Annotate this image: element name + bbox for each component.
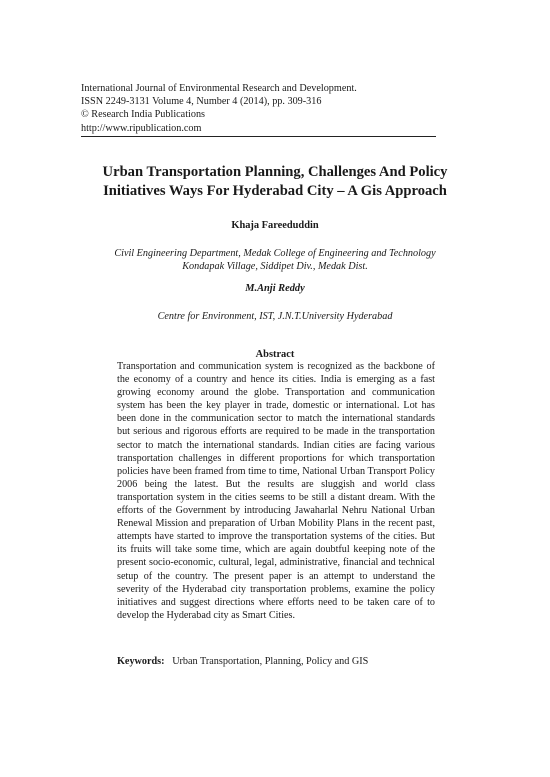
issn-line: ISSN 2249-3131 Volume 4, Number 4 (2014), pp. 309-316	[81, 96, 322, 108]
journal-header	[81, 82, 436, 135]
keywords-text: Urban Transportation, Planning, Policy and GIS	[172, 656, 369, 667]
keywords-line	[117, 656, 447, 667]
journal-name: International Journal of Environmental Research and Development.	[81, 83, 357, 94]
header-divider	[81, 136, 436, 137]
abstract-heading: Abstract	[255, 349, 295, 360]
publisher-url[interactable]: http://www.ripublication.com	[81, 122, 202, 134]
author-name-1: Khaja Fareeduddin	[231, 220, 319, 231]
abstract-text: Transportation and communication system is recognized as the backbone of the economy of a country and hence its cities. India is emerging as a fast growing economy around the globe. Transportation and communication system has been the key player in trade, domestic or international. Lot has been done in the communication sector to match the international standards but serious and rigorous efforts are required to be made in the transportation sector to match the international standards. Indian cities are facing various transportation challenges in different proportions for which transportation policies have been framed from time to time, National Urban Transport Policy 2006 being the latest. But the results are sluggish and world class transportation system in the cities seems to be still a distant dream. With the efforts of the Government by introducing Jawaharlal Nehru National Urban Renewal Mission and preparation of Urban Mobility Plans in the recent past, attempts have started to improve the transportation systems of the cities. But its fruits will take some time, which are again doubtful keeping note of the present socio-economic, cultural, legal, administrative, financial and technical setup of the country. The present paper is an attempt to understand the severity of the Hyderabad city transportation problems, examine the policy initiatives and suggest directions where efforts need to be taken care of to develop the Hyderabad city as Smart Cities.	[117, 361, 435, 621]
paper-title	[70, 163, 480, 201]
affiliation-1-line-1: Civil Engineering Department, Medak College of Engineering and Technology	[114, 248, 436, 259]
author-affiliation-1	[70, 247, 480, 273]
author-name-2: M.Anji Reddy	[245, 283, 305, 294]
affiliation-2-line-1: Centre for Environment, IST, J.N.T.University Hyderabad	[157, 311, 393, 322]
publisher-line: © Research India Publications	[81, 109, 206, 121]
author-affiliation-2	[70, 310, 480, 323]
title-line-1: Urban Transportation Planning, Challenges And Policy	[102, 164, 448, 180]
keywords-label: Keywords:	[117, 656, 165, 667]
title-line-2: Initiatives Ways For Hyderabad City – A Gis Approach	[103, 183, 447, 199]
affiliation-1-line-2: Kondapak Village, Siddipet Div., Medak Dist.	[182, 261, 368, 273]
